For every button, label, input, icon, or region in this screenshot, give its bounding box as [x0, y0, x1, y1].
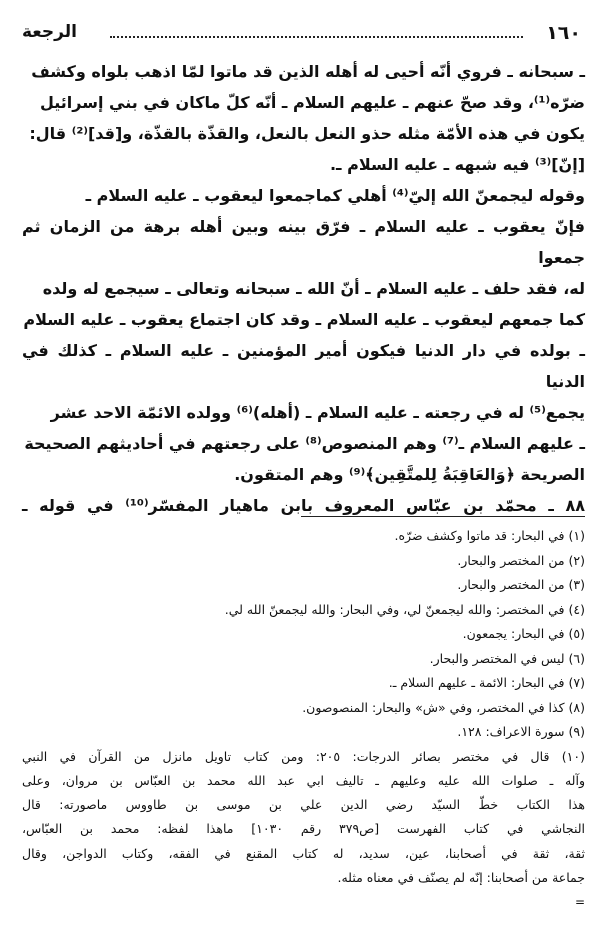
footnotes — [22, 524, 585, 915]
continuation-mark: = — [574, 895, 585, 910]
footnote: (٥) في البحار: يجمعون. — [462, 626, 585, 641]
footnote-line: ثقة، ثقة في أصحابنا، عين، سديد، له كتاب المقنع في الفقه، وكتاب الدواجن، وقال — [22, 845, 585, 861]
footnote: (٤) في المختصر: والله ليجمعنّ لي، وفي البحار: والله ليجمعنّ الله لي. — [224, 601, 585, 617]
page-header — [22, 22, 581, 46]
footnote-line: النجاشي في كتاب الفهرست [ص٣٧٩ رقم ١٠٣٠] ماهذا لفظه: محمد بن العبّاس، — [22, 821, 585, 837]
text-line: ٨٨ ـ محمّد بن عبّاس المعروف بابن ماهيار المفسّر⁽¹⁰⁾ في قوله ـ — [22, 496, 585, 515]
footnote: (٩) سورة الاعراف: ١٢٨. — [457, 724, 585, 739]
text-line: ـ بولده في دار الدنيا فيكون أمير المؤمنين ـ عليه السلام ـ كذلك في الدنيا — [22, 341, 585, 391]
page-number: ١٦٠ — [546, 22, 581, 44]
text-line: يكون في هذه الأمّة مثله حذو النعل بالنعل، والقذّة بالقذّة، و[قد]⁽²⁾ قال: — [29, 124, 585, 143]
footnote: (٧) في البحار: الائمة ـ عليهم السلام ـ. — [388, 675, 585, 690]
footnote-line: (١٠) قال في مختصر بصائر الدرجات: ٢٠٥: ومن كتاب تاويل مانزل من القرآن في النبي — [22, 748, 585, 764]
text-line: الصريحة ﴿وَالعَاقِبَةُ لِلمتَّقِين﴾⁽⁹⁾ وهم المتقون. — [234, 465, 585, 484]
text-line: وقوله ليجمعنّ الله إليّ⁽⁴⁾ أهلي كماجمعوا ليعقوب ـ عليه السلام ـ — [85, 186, 585, 205]
footnote: (٦) ليس في المختصر والبحار. — [429, 650, 585, 666]
text-line: يجمع⁽⁵⁾ له في رجعته ـ عليه السلام ـ (أهله)⁽⁶⁾ وولده الائمّة الاحد عشر — [50, 403, 585, 422]
text-line: [إنّ]⁽³⁾ فيه شبهه ـ عليه السلام ـ. — [329, 155, 585, 174]
header-dotted-rule — [110, 36, 523, 38]
text-line: ـ عليهم السلام ـ⁽⁷⁾ وهم المنصوص⁽⁸⁾ على رجعتهم في أحاديثهم الصحيحة — [24, 434, 585, 453]
footnote-line: جماعة من أصحابنا: إنّه لم يصنّف في معناه مثله. — [337, 869, 585, 885]
footnote: (٨) كذا في المختصر، وفي «ش» والبحار: المنصوصون. — [302, 699, 585, 715]
text-line: له، فقد حلف ـ عليه السلام ـ أنّ الله ـ سبحانه وتعالى ـ سيجمع له ولده — [42, 279, 585, 298]
text-line: ـ سبحانه ـ فروي أنّه أحيى له أهله الذين قد ماتوا لمّا اذهب بلواه وكشف — [31, 62, 585, 81]
footnote-separator — [301, 516, 585, 517]
main-text — [22, 56, 585, 521]
footnote-10 — [22, 745, 585, 915]
footnote: (٢) من المختصر والبحار. — [457, 552, 585, 568]
running-title: الرجعة — [22, 22, 77, 42]
footnote-line: هذا الكتاب خطّ السيّد رضي الدين علي بن موسى بن طاووس ماصورته: قال — [22, 797, 585, 813]
footnote: (١) في البحار: قد ماتوا وكشف ضرّه. — [394, 528, 585, 543]
text-line: ضرّه⁽¹⁾، وقد صحّ عنهم ـ عليهم السلام ـ أنّه كلّ ماكان في بني إسرائيل — [39, 93, 585, 112]
text-line: كما جمعهم ليعقوب ـ عليه السلام ـ وقد كان اجتماع يعقوب ـ عليه السلام — [23, 310, 585, 329]
footnote: (٣) من المختصر والبحار. — [457, 577, 585, 592]
footnote-line: وآله ـ صلوات الله عليه وعليهم ـ تاليف ابي عبد الله محمد بن العبّاس بن مروان، وعلى — [22, 772, 585, 788]
text-line: فإنّ يعقوب ـ عليه السلام ـ فرّق بينه وبين أهله برهة من الزمان ثم جمعوا — [22, 217, 585, 267]
